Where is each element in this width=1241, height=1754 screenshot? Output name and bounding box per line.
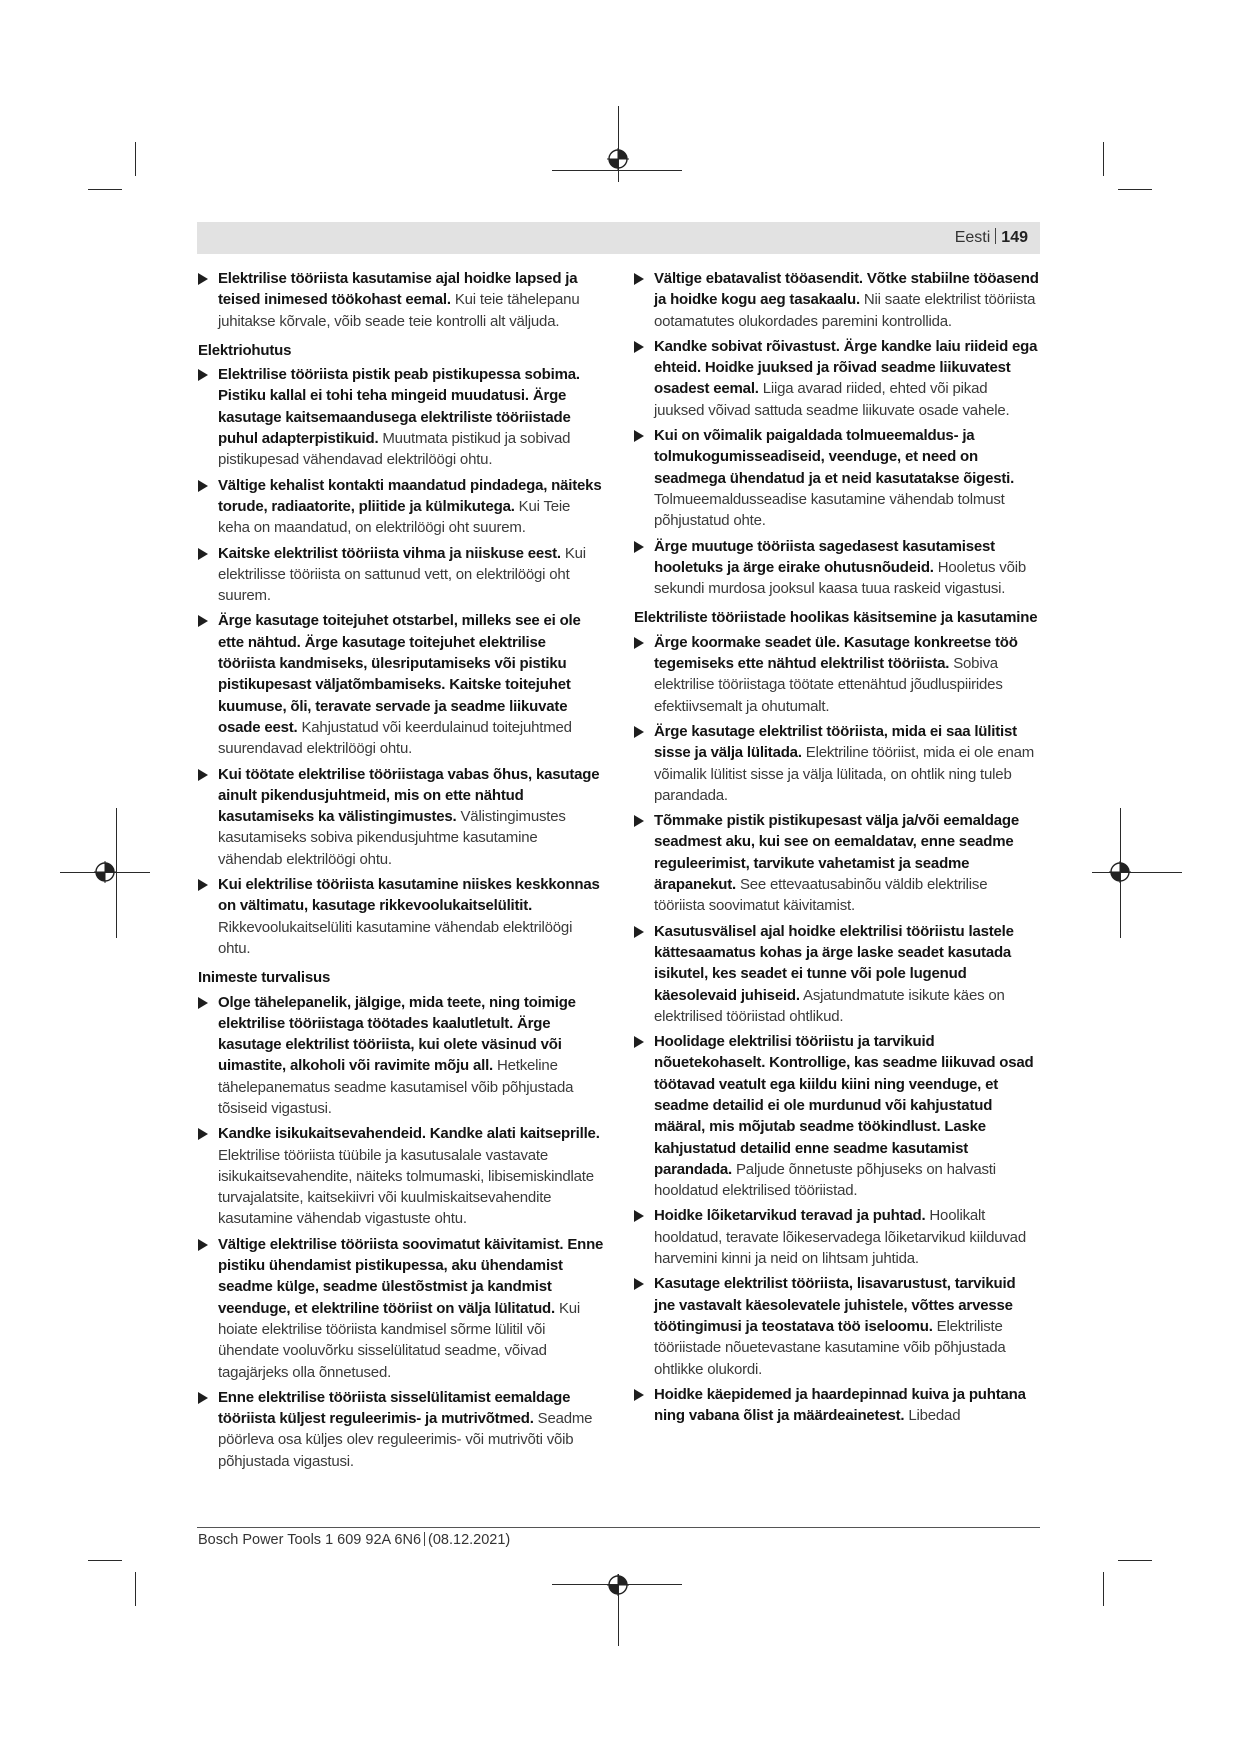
list-item: Olge tähelepanelik, jälgige, mida teete, ning toimige elektrilise tööriistaga töötades kaalutletult. Ärge kasutage elektrilist tööriista, kui olete väsinud või uimastite, alkoholi või ravimite mõju all. Hetkeline tähelepanematus seadme kasutamisel võib põhjustada tõsiseid vigastusi. — [198, 992, 604, 1120]
list-item: Kui elektrilise tööriista kasutamine niiskes keskkonnas on vältimatu, kasutage rikkevoolukaitselülitit. Rikkevoolukaitselüliti kasutamine vähendab elektrilöögi ohtu. — [198, 874, 604, 959]
list-item: Kui on võimalik paigaldada tolmueemaldus- ja tolmukogumisseadiseid, veenduge, et need on seadmega ühendatud ja et neid kasutatakse õigesti. Tolmueemaldusseadise kasutamine vähendab tolmust põhjustatud ohte. — [634, 425, 1040, 531]
crop-mark-top-right-v — [1103, 142, 1104, 176]
list-item: Vältige kehalist kontakti maandatud pindadega, näiteks torude, radiaatorite, pliitide ja külmikutega. Kui Teie keha on maandatud, on elektrilöögi oht suurem. — [198, 475, 604, 539]
list-item: Kasutage elektrilist tööriista, lisavarustust, tarvikuid jne vastavalt käesolevatele juhistele, võttes arvesse töötingimusi ja teostatava töö iseloomu. Elektriliste tööriistade nõuetevastane kasutamine võib põhjustada ohtlikke olukordi. — [634, 1273, 1040, 1379]
footer-rule — [197, 1527, 1040, 1528]
list-item: Kandke isikukaitsevahendeid. Kandke alati kaitseprille. Elektrilise tööriista tüübile ja kasutusalale vastavate isikukaitsevahendite, näiteks tolmumaski, libisemiskindlate turvajalatsite, kaitsekiivri või kuulmiskaitsevahendite kasutamine vähendab vigastuste ohtu. — [198, 1123, 604, 1229]
registration-target-icon — [1109, 861, 1131, 883]
list-item: Hoidke lõiketarvikud teravad ja puhtad. Hoolikalt hooldatud, teravate lõikeservadega lõiketarvikud kiilduvad harvemini kinni ja neid on lihtsam juhtida. — [634, 1205, 1040, 1269]
header-language: Eesti — [954, 229, 991, 246]
list-item: Ärge koormake seadet üle. Kasutage konkreetse töö tegemiseks ette nähtud elektrilist tööriista. Sobiva elektrilise tööriistaga töötate ettenähtud jõudluspiirides efektiivsemalt ja ohutumalt. — [634, 632, 1040, 717]
right-column — [634, 268, 1040, 1430]
crop-mark-bottom-right-v — [1103, 1572, 1104, 1606]
crop-mark-bottom-left-h — [88, 1560, 122, 1561]
list-item: Ärge kasutage elektrilist tööriista, mida ei saa lülitist sisse ja välja lülitada. Elektriline tööriist, mida ei ole enam võimalik lülitist sisse ja välja lülitada, on ohtlik ning tuleb parandada. — [634, 721, 1040, 806]
list-item: Elektrilise tööriista pistik peab pistikupessa sobima. Pistiku kallal ei tohi teha mingeid muudatusi. Ärge kasutage kaitsemaandusega elektriliste tööriistade puhul adapterpistikuid. Muutmata pistikud ja sobivad pistikupesad vähendavad elektrilöögi ohtu. — [198, 364, 604, 470]
registration-target-icon — [607, 1574, 629, 1596]
registration-target-icon — [607, 148, 629, 170]
list-item: Enne elektrilise tööriista sisselülitamist eemaldage tööriista küljest reguleerimis- ja mutrivõtmed. Seadme pöörleva osa küljes olev reguleerimis- või mutrivõti võib põhjustada vigastusi. — [198, 1387, 604, 1472]
footer-publisher: Bosch Power Tools 1 609 92A 6N6 — [198, 1532, 422, 1548]
list-item: Ärge muutuge tööriista sagedasest kasutamisest hooletuks ja ärge eirake ohutusnõudeid. Hooletus võib sekundi murdosa jooksul kaasa tuua raskeid vigastusi. — [634, 536, 1040, 600]
registration-line-top-h — [552, 170, 682, 171]
list-item: Hoidke käepidemed ja haardepinnad kuiva ja puhtana ning vabana õlist ja määrdeainetest. Libedad — [634, 1384, 1040, 1427]
list-item: Tõmmake pistik pistikupesast välja ja/või eemaldage seadmest aku, kui see on eemaldatav, enne seadme reguleerimist, tarvikute vahetamist ja seadme ärapanekut. See ettevaatusabinõu väldib elektrilise tööriista soovimatut käivitamist. — [634, 810, 1040, 916]
list-item: Kasutusvälisel ajal hoidke elektrilisi tööriistu lastele kättesaamatus kohas ja ärge laske seadet kasutada isikutel, kes seadet ei tunne või pole lugenud käesolevaid juhiseid. Asjatundmatute isikute käes on elektrilised tööriistad ohtlikud. — [634, 921, 1040, 1027]
list-item: Ärge kasutage toitejuhet otstarbel, milleks see ei ole ette nähtud. Ärge kasutage toitejuhet elektrilise tööriista kandmiseks, ülesriputamiseks või pistiku pistikupesast väljatõmbamiseks. Kaitske toitejuhet kuumuse, õli, teravate servade ja seadme liikuvate osade eest. Kahjustatud või keerdulainud toitejuhtmed suurendavad elektrilöögi ohtu. — [198, 610, 604, 759]
crop-mark-top-left-v — [135, 142, 136, 176]
list-item: Elektrilise tööriista kasutamise ajal hoidke lapsed ja teised inimesed töökohast eemal. Kui teie tähelepanu juhitakse kõrvale, võib seade teie kontrolli alt väljuda. — [198, 268, 604, 332]
registration-target-icon — [94, 861, 116, 883]
list-item: Hoolidage elektrilisi tööriistu ja tarvikuid nõuetekohaselt. Kontrollige, kas seadme liikuvad osad töötavad veatult ega kiildu kiini ning veenduge, et seadme detailid ei ole murdunud või kahjustatud määral, mis mõjutab seadme töökindlust. Laske kahjustatud detailid enne seadme kasutamist parandada. Paljude õnnetuste põhjuseks on halvasti hooldatud elektrilised tööriistad. — [634, 1031, 1040, 1201]
list-item: Kui töötate elektrilise tööriistaga vabas õhus, kasutage ainult pikendusjuhtmeid, mis on ette nähtud kasutamiseks ka välistingimustes. Välistingimustes kasutamiseks sobiva pikendusjuhtme kasutamine vähendab elektrilöögi ohtu. — [198, 764, 604, 870]
page-number: 149 — [1001, 229, 1028, 246]
crop-mark-bottom-left-v — [135, 1572, 136, 1606]
section-heading: Elektriohutus — [198, 341, 292, 359]
left-column — [198, 268, 604, 1476]
page-header — [197, 222, 1040, 254]
crop-mark-top-right-h — [1118, 189, 1152, 190]
registration-line-left-v — [116, 808, 117, 938]
list-item: Vältige ebatavalist tööasendit. Võtke stabiilne tööasend ja hoidke kogu aeg tasakaalu. Nii saate elektrilist tööriista ootamatutes olukordades paremini kontrollida. — [634, 268, 1040, 332]
crop-mark-bottom-right-h — [1118, 1560, 1152, 1561]
list-item: Kaitske elektrilist tööriista vihma ja niiskuse eest. Kui elektrilisse tööriista on sattunud vett, on elektrilöögi oht suurem. — [198, 543, 604, 607]
page-footer — [198, 1532, 510, 1548]
registration-line-right-h — [1092, 872, 1182, 873]
crop-mark-top-left-h — [88, 189, 122, 190]
header-text — [955, 228, 1028, 247]
section-heading: Elektriliste tööriistade hoolikas käsitsemine ja kasutamine — [634, 609, 1038, 627]
section-heading: Inimeste turvalisus — [198, 969, 331, 987]
list-item: Kandke sobivat rõivastust. Ärge kandke laiu riideid ega ehteid. Hoidke juuksed ja rõivad seadme liikuvatest osadest eemal. Liiga avarad riided, ehted või pikad juuksed võivad sattuda seadme liikuvate osade vahele. — [634, 336, 1040, 421]
list-item: Vältige elektrilise tööriista soovimatut käivitamist. Enne pistiku ühendamist pistikupessa, aku ühendamist seadme külge, seadme ülestõstmist ja kandmist veenduge, et elektriline tööriist on välja lülitatud. Kui hoiate elektrilise tööriista kandmisel sõrme lülitil või ühendate vooluvõrku sisselülitatud seadme, võivad tagajärjeks olla õnnetused. — [198, 1234, 604, 1383]
footer-date: (08.12.2021) — [428, 1532, 511, 1548]
